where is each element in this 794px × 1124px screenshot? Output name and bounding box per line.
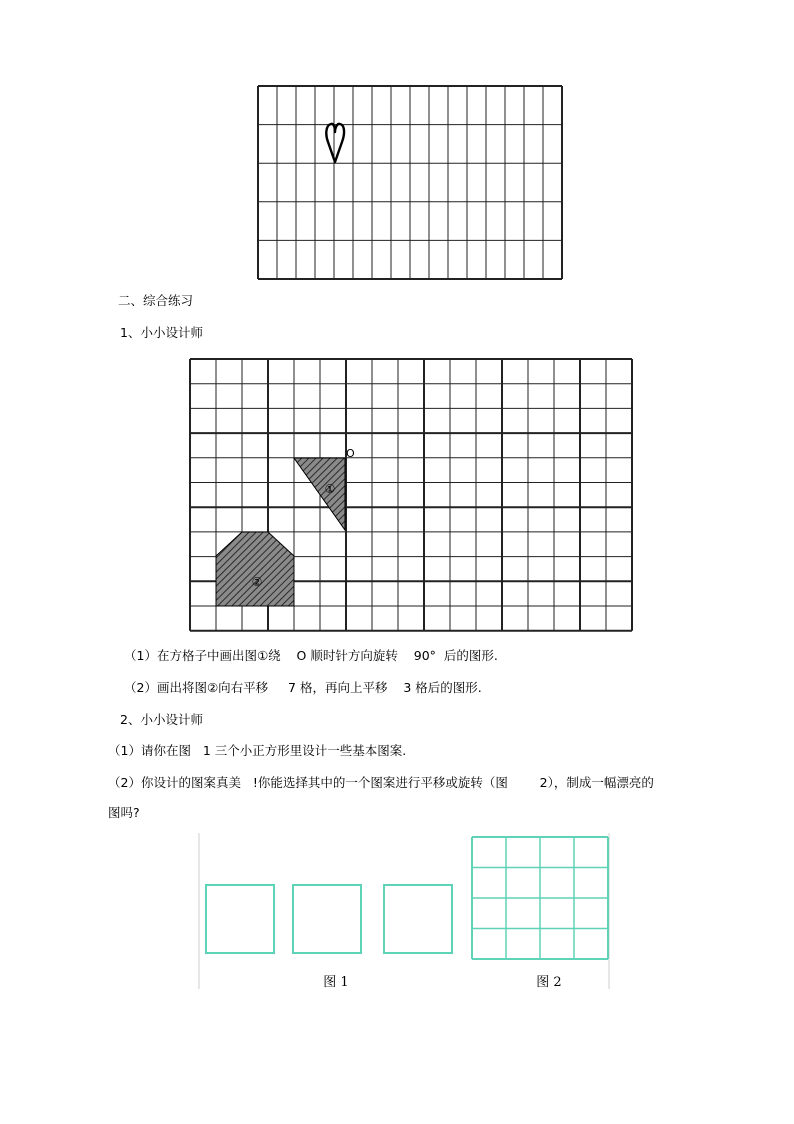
figure-1-caption: 图 1	[323, 975, 349, 990]
q2-task-1: （1）请你在图 1 三个小正方形里设计一些基本图案.	[108, 743, 407, 758]
heart-shape	[326, 124, 344, 162]
heart-grid-figure	[256, 84, 566, 282]
figure-1-and-2	[198, 833, 612, 991]
figure-1-square-2[interactable]	[293, 885, 361, 953]
q2-task-2-line-1: （2）你设计的图案真美 !你能选择其中的一个图案进行平移或旋转（图 2），制成一幅漂亮的	[108, 775, 654, 790]
q2-task-2-line-2: 图吗?	[108, 805, 140, 820]
point-o-label: O	[346, 447, 355, 460]
figure-2-grid[interactable]	[472, 837, 608, 959]
section-title: 二、综合练习	[118, 293, 194, 308]
q2-title: 2、小小设计师	[120, 712, 203, 727]
q1-title: 1、小小设计师	[120, 325, 203, 340]
heart-grid	[258, 86, 562, 279]
shape-1-label: ①	[324, 482, 336, 496]
figure-1-square-3[interactable]	[384, 885, 452, 953]
figure-1-square-1[interactable]	[206, 885, 274, 953]
q1-task-1: （1）在方格子中画出图①绕 O 顺时针方向旋转 90° 后的图形.	[124, 648, 498, 663]
figure-2-caption: 图 2	[536, 975, 562, 990]
shape-2-label: ②	[251, 575, 263, 589]
shape-2-house	[216, 532, 294, 606]
design-grid-figure	[185, 355, 637, 635]
q1-task-2: （2）画出将图②向右平移 7 格，再向上平移 3 格后的图形.	[124, 680, 482, 695]
